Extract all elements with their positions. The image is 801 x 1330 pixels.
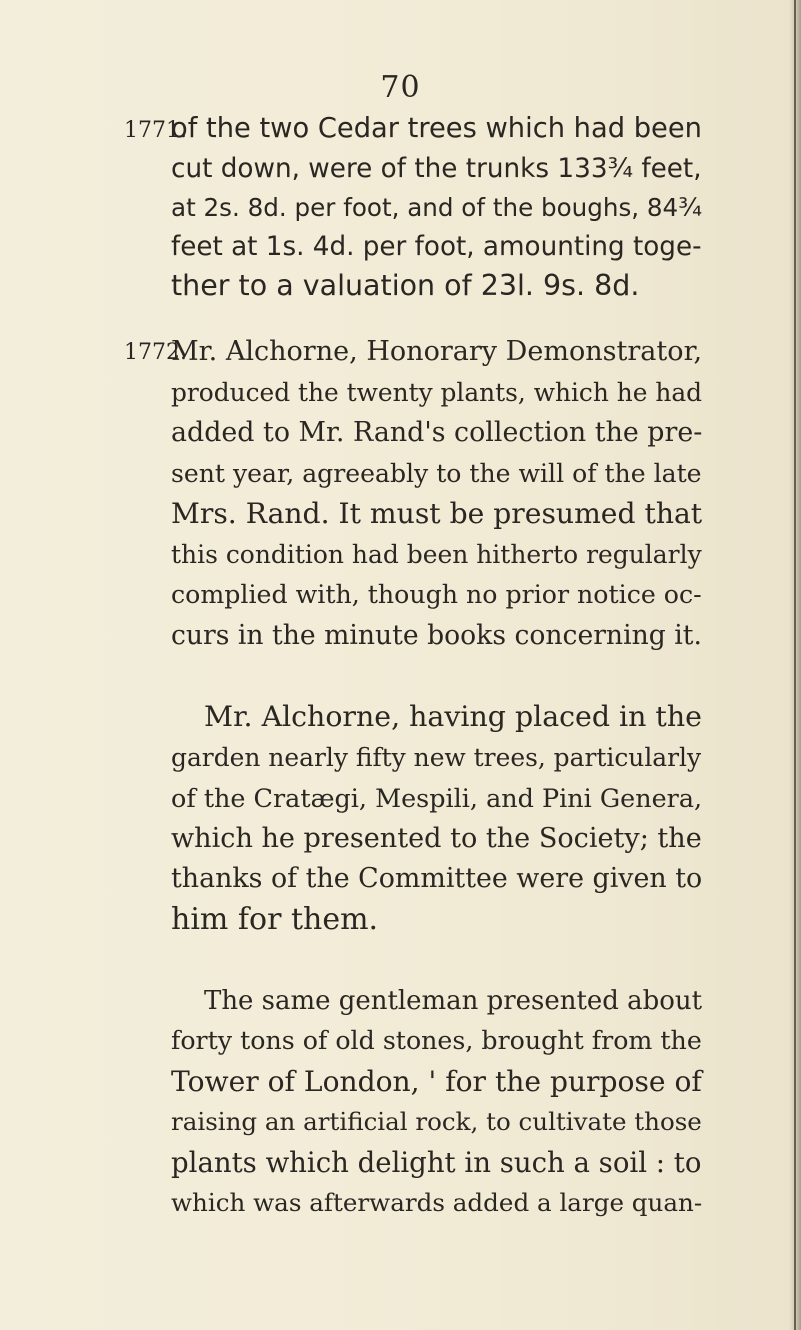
text-line: plants which delight in such a soil : to [171,1147,702,1179]
text-line: of the Cratægi, Mespili, and Pini Genera, [171,783,703,813]
text-line: produced the twenty plants, which he had [171,378,703,407]
text-line: at 2s. 8d. per foot, and of the boughs, 84¾ [171,193,703,222]
text-line: ther to a valuation of 23l. 9s. 8d. [171,269,640,302]
text-line: this condition had been hitherto regularly [171,540,702,569]
text-line: curs in the minute books concerning it. [171,620,702,651]
text-line: cut down, were of the trunks 133¾ feet, [171,154,702,184]
year-margin-note: 1771. [124,118,187,143]
text-line: feet at 1s. 4d. per foot, amounting toge- [171,232,702,262]
text-line: raising an artificial rock, to cultivate those [171,1107,702,1136]
text-line: of the two Cedar trees which had been [171,113,702,144]
text-line: forty tons of old stones, brought from the [171,1026,702,1055]
text-line: Mr. Alchorne, Honorary Demonstrator, [171,336,703,367]
year-margin-note: 1772. [124,340,187,365]
text-line: which was afterwards added a large quan- [171,1188,703,1217]
text-line: Mrs. Rand. It must be presumed that [171,497,703,530]
text-line: The same gentleman presented about [204,986,703,1016]
text-line: sent year, agreeably to the will of the late [171,459,702,488]
page-edge-line [794,0,796,1330]
text-line: Tower of London, ' for the purpose of [171,1065,702,1098]
text-line: thanks of the Committee were given to [171,863,703,894]
text-line: garden nearly fifty new trees, particularly [171,743,702,772]
page-number: 70 [380,70,421,105]
text-line: him for them. [171,902,379,937]
text-line: Mr. Alchorne, having placed in the [204,700,702,733]
text-line: added to Mr. Rand's collection the pre- [171,417,703,448]
text-line: which he presented to the Society; the [171,823,702,854]
text-line: complied with, though no prior notice oc- [171,580,702,609]
